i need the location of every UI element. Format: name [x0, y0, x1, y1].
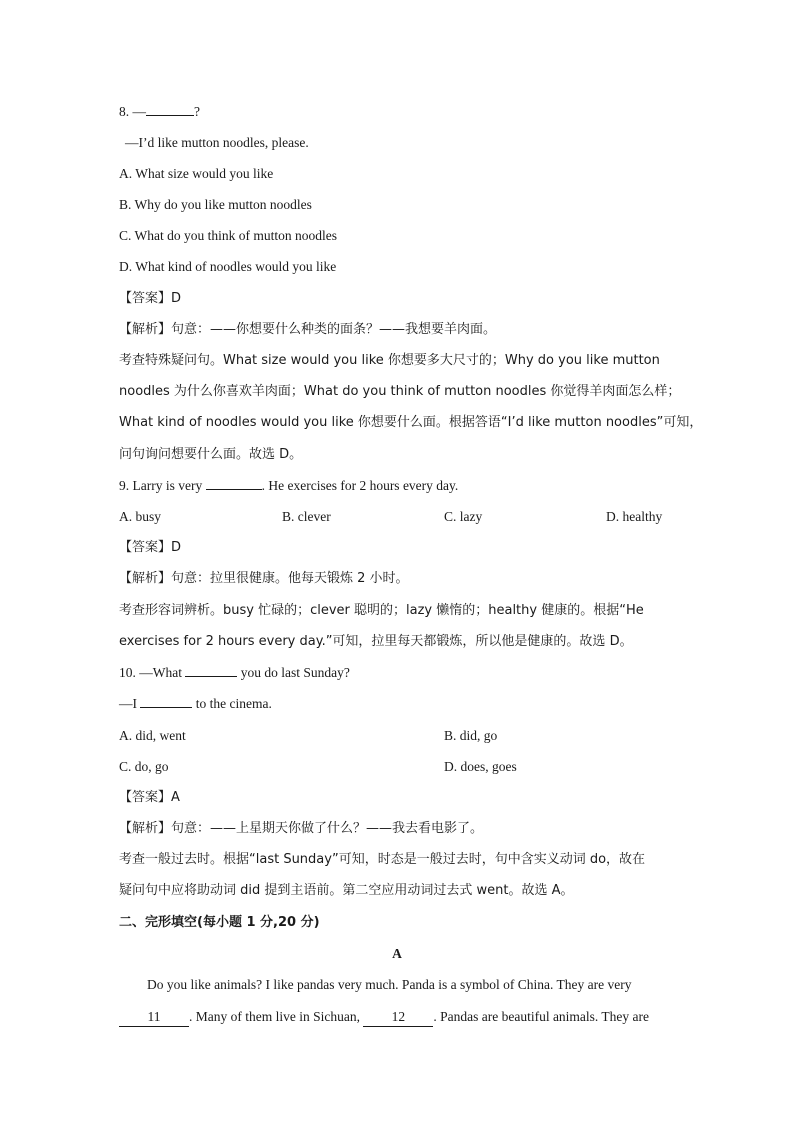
blank-11: 11 — [119, 1008, 189, 1027]
q10-suffix: you do last Sunday? — [237, 665, 350, 680]
q10-stem — [119, 664, 350, 682]
q8-option-a: A. What size would you like — [119, 166, 274, 181]
q9-analysis-3: exercises for 2 hours every day.”可知，拉里每天都锻炼，所以他是健康的。故选 D。 — [119, 634, 633, 649]
q8-analysis-1: 【解析】句意：——你想要什么种类的面条？——我想要羊肉面。 — [119, 322, 497, 337]
q9-option-c: C. lazy — [444, 509, 483, 524]
q8-answer: 【答案】D — [119, 291, 182, 306]
q10-blank-1 — [185, 664, 237, 677]
q9-suffix: . He exercises for 2 hours every day. — [261, 478, 459, 493]
q9-answer: 【答案】D — [119, 540, 182, 555]
q8-analysis-4: What kind of noodles would you like 你想要什么面。根据答语“I’d like mutton noodles”可知， — [119, 415, 703, 430]
q8-number: 8. — — [119, 104, 146, 119]
section-heading: 二、完形填空(每小题 1 分,20 分) — [119, 915, 320, 930]
q9-stem — [119, 477, 458, 495]
q10-blank-2 — [140, 695, 192, 708]
q8-analysis-3: noodles 为什么你喜欢羊肉面；What do you think of mutton noodles 你觉得羊肉面怎么样； — [119, 384, 681, 399]
q10-answer: 【答案】A — [119, 790, 180, 805]
q8-option-c: C. What do you think of mutton noodles — [119, 228, 337, 243]
q8-reply: —I’d like mutton noodles, please. — [125, 135, 309, 150]
passage-line-2a: . Many of them live in Sichuan, — [189, 1009, 360, 1024]
q9-option-b: B. clever — [282, 509, 331, 524]
q9-option-d: D. healthy — [606, 509, 663, 524]
q8-end: ? — [194, 104, 200, 119]
q10-reply — [119, 695, 272, 713]
q9-prefix: 9. Larry is very — [119, 478, 203, 493]
q8-option-b: B. Why do you like mutton noodles — [119, 197, 312, 212]
passage-line-2b: . Pandas are beautiful animals. They are — [433, 1009, 650, 1024]
q8-blank — [146, 103, 194, 116]
q10-option-a: A. did, went — [119, 728, 186, 743]
q8-option-d: D. What kind of noodles would you like — [119, 259, 337, 274]
q8-stem — [119, 103, 200, 121]
q10-analysis-3: 疑问句中应将助动词 did 提到主语前。第二空应用动词过去式 went。故选 A。 — [119, 883, 574, 898]
q10-reply-prefix: —I — [119, 696, 137, 711]
q10-option-b: B. did, go — [444, 728, 498, 743]
q10-prefix: 10. —What — [119, 665, 182, 680]
q9-option-a: A. busy — [119, 509, 162, 524]
blank-12: 12 — [363, 1008, 433, 1027]
q10-analysis-2: 考查一般过去时。根据“last Sunday”可知，时态是一般过去时，句中含实义动词 do，故在 — [119, 852, 646, 867]
q9-analysis-2: 考查形容词辨析。busy 忙碌的；clever 聪明的；lazy 懒惰的；healthy 健康的。根据“He — [119, 603, 644, 618]
q10-option-c: C. do, go — [119, 759, 169, 774]
part-label: A — [392, 946, 402, 961]
q8-analysis-2: 考查特殊疑问句。What size would you like 你想要多大尺寸的；Why do you like mutton — [119, 353, 660, 368]
q9-blank — [206, 477, 262, 490]
passage-line-1: Do you like animals? I like pandas very much. Panda is a symbol of China. They are very — [147, 977, 632, 992]
q9-analysis-1: 【解析】句意：拉里很健康。他每天锻炼 2 小时。 — [119, 571, 409, 586]
q10-analysis-1: 【解析】句意：——上星期天你做了什么？——我去看电影了。 — [119, 821, 484, 836]
q10-reply-suffix: to the cinema. — [192, 696, 272, 711]
q8-analysis-5: 问句询问想要什么面。故选 D。 — [119, 447, 303, 462]
q10-option-d: D. does, goes — [444, 759, 517, 774]
passage-line-2 — [119, 1008, 649, 1027]
